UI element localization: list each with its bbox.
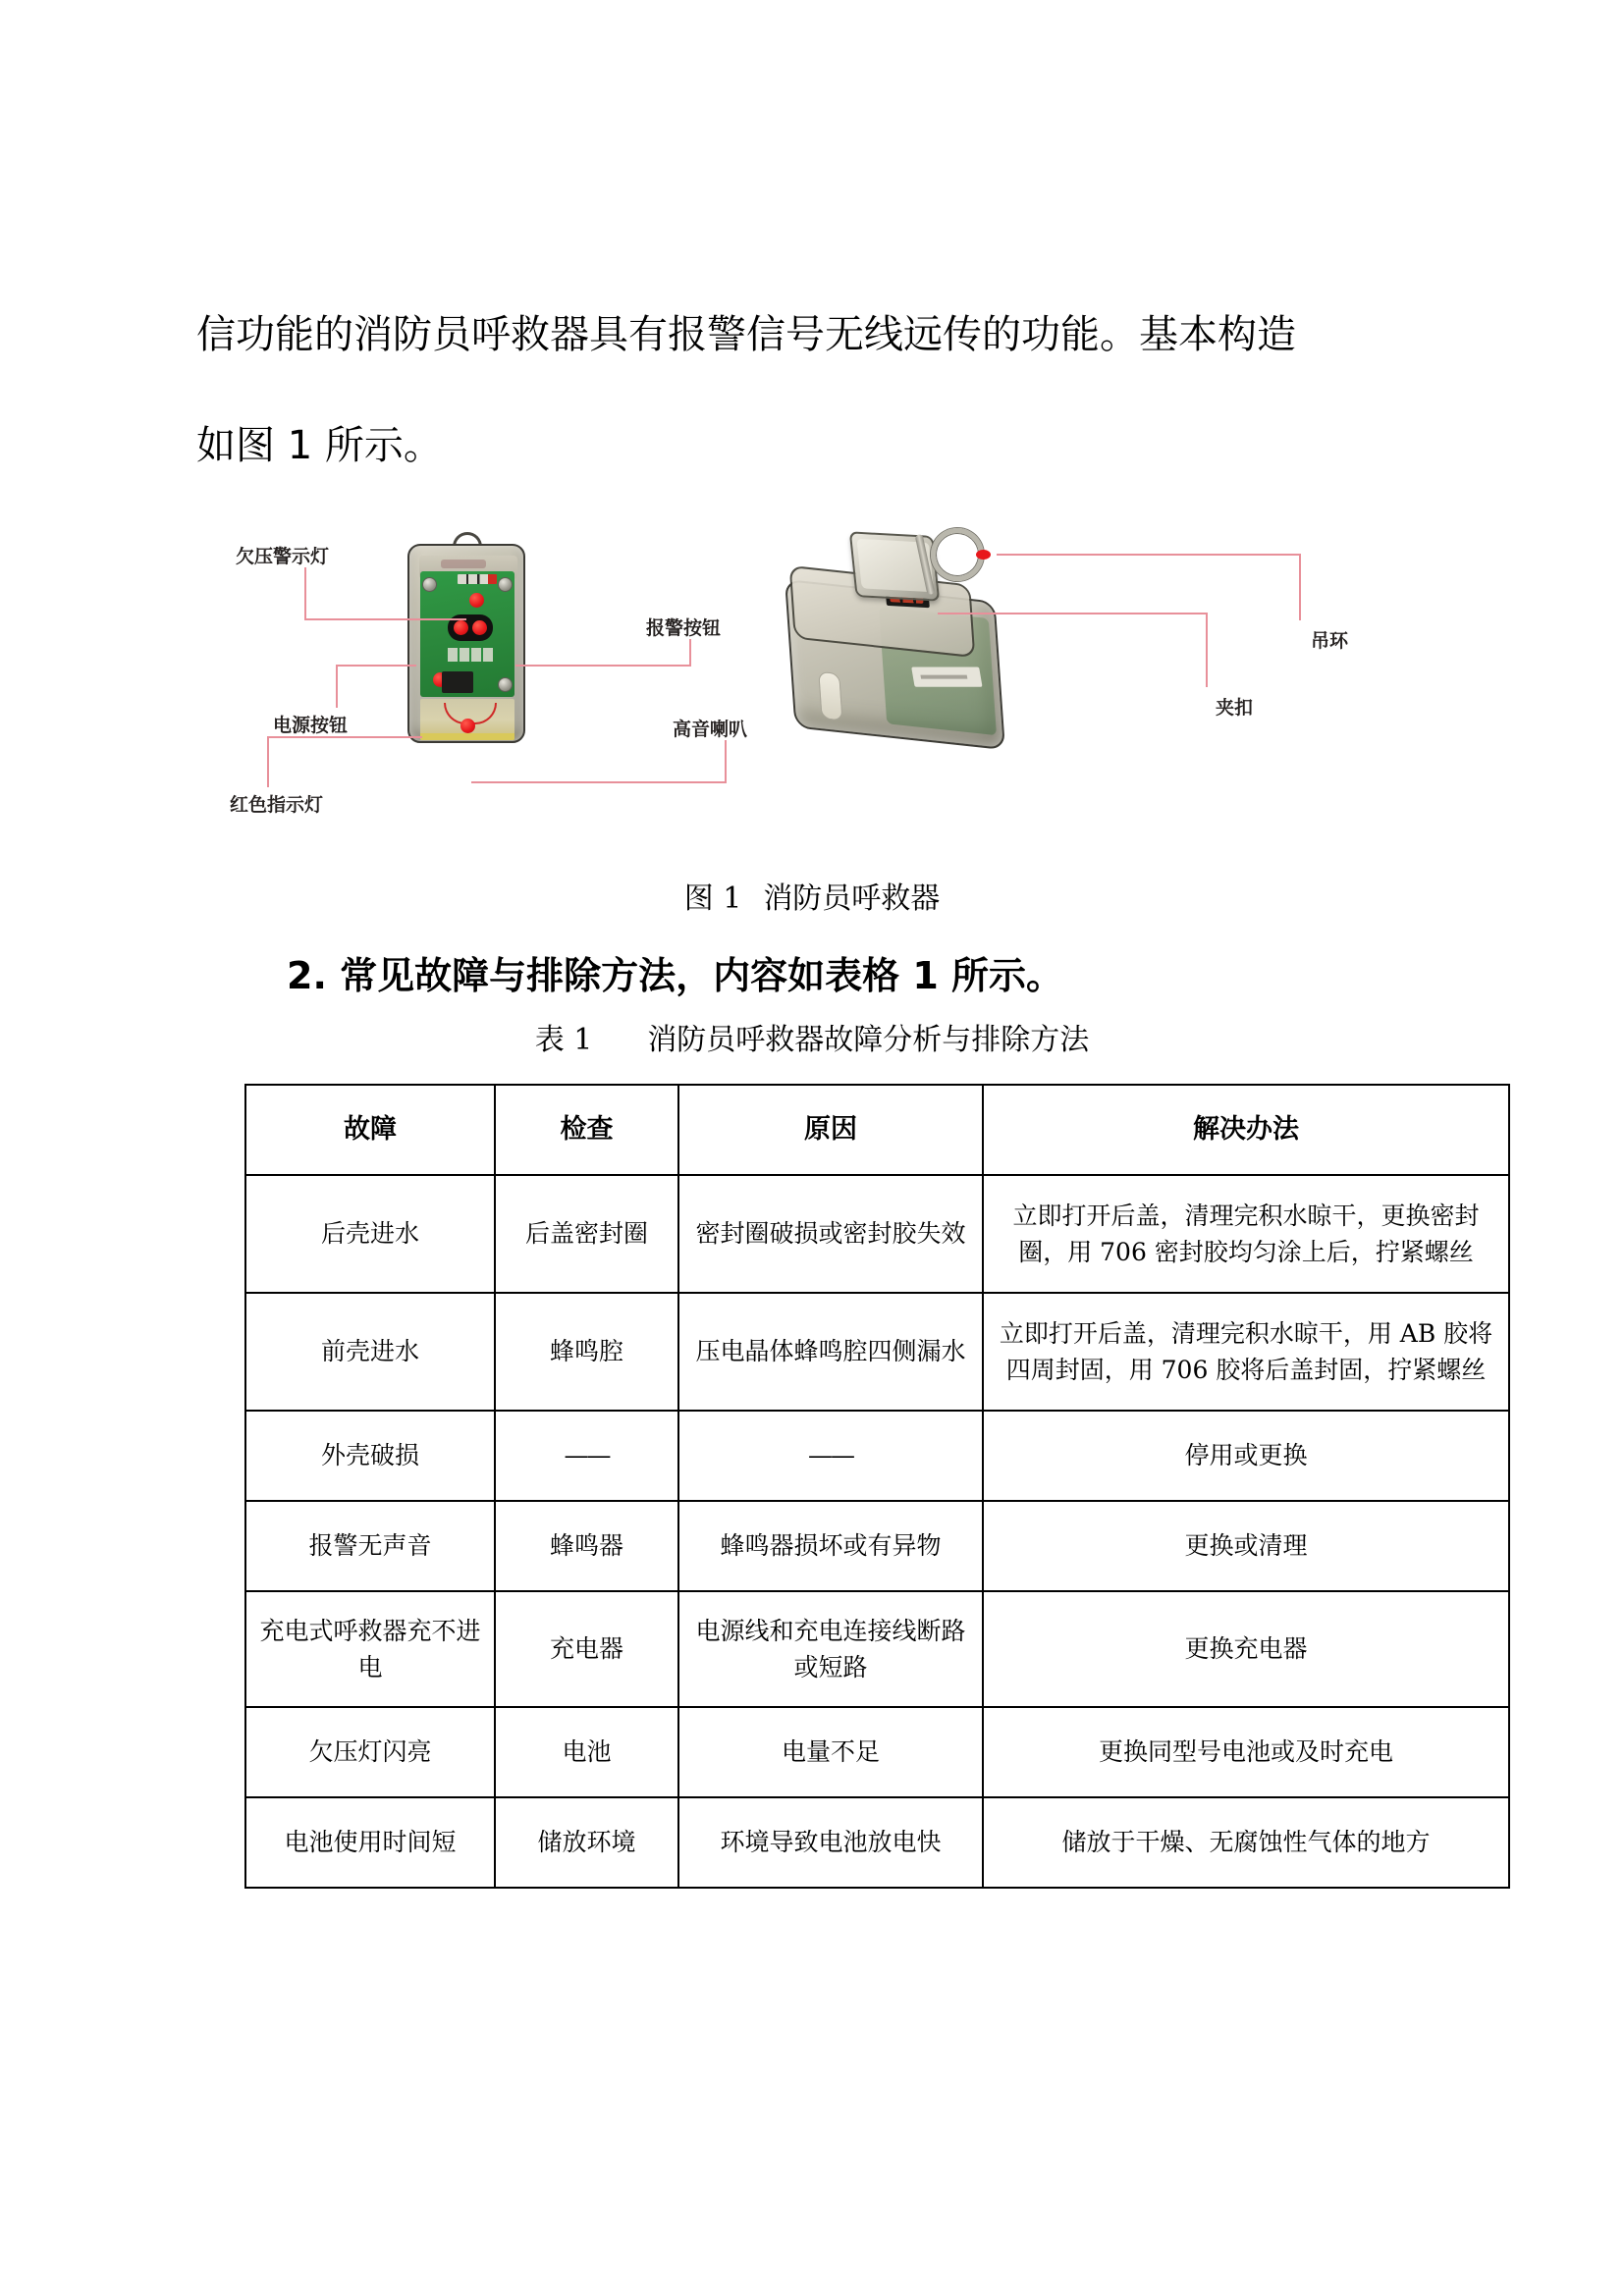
leader-line-speaker-h: [471, 781, 727, 783]
cell-cause: 电源线和充电连接线断路或短路: [678, 1591, 983, 1707]
device-label-plate: [911, 667, 982, 686]
cell-cause: 压电晶体蜂鸣腔四侧漏水: [678, 1293, 983, 1411]
callout-power-button: 电源按钮: [273, 715, 349, 736]
cell-check: 储放环境: [495, 1797, 678, 1888]
cell-check: 电池: [495, 1707, 678, 1797]
table-row: [245, 1501, 1509, 1591]
table-row: [245, 1797, 1509, 1888]
table-row: [245, 1707, 1509, 1797]
leader-line-speaker-v: [725, 740, 727, 783]
table-caption: [0, 1015, 1624, 1058]
table-header-row: [245, 1085, 1509, 1175]
undervoltage-led: [469, 593, 484, 608]
device-front-view: [407, 532, 525, 743]
cell-fault: 前壳进水: [245, 1293, 495, 1411]
callout-alarm-button: 报警按钮: [646, 617, 722, 639]
device-case-front: [407, 544, 525, 743]
cell-fault: 报警无声音: [245, 1501, 495, 1591]
device-angled-view: [784, 524, 1044, 770]
figure-caption-number: 图 1: [683, 881, 742, 916]
callout-red-indicator: 红色指示灯: [230, 794, 324, 816]
section-heading: 2. 常见故障与排除方法，内容如表格 1 所示。: [287, 954, 1064, 997]
cell-cause: 电量不足: [678, 1707, 983, 1797]
leader-line-red-v: [267, 736, 269, 787]
fault-table-wrapper: [244, 1084, 1508, 1889]
black-chip: [442, 671, 473, 693]
speaker-dot: [460, 719, 475, 733]
callout-hanging-ring: 吊环: [1311, 630, 1349, 652]
leader-line-ring-v: [1299, 554, 1301, 620]
cell-fault: 充电式呼救器充不进电: [245, 1591, 495, 1707]
cell-fault: 后壳进水: [245, 1175, 495, 1293]
cell-cause: 环境导致电池放电快: [678, 1797, 983, 1888]
leader-line-alarm-h: [515, 665, 691, 667]
chip-row: [458, 574, 497, 584]
leader-line-undervoltage-v: [304, 567, 306, 620]
screw-icon: [498, 677, 513, 692]
leader-line-power-v: [336, 665, 338, 708]
cell-cause: 密封圈破损或密封胶失效: [678, 1175, 983, 1293]
cell-check: 后盖密封圈: [495, 1175, 678, 1293]
table-row: [245, 1293, 1509, 1411]
table-caption-number: 表 1: [534, 1023, 593, 1057]
screw-icon: [498, 577, 513, 592]
device-side-groove: [818, 671, 842, 721]
figure-1-image: [226, 510, 1404, 864]
screw-icon: [422, 577, 437, 592]
cell-solution: 更换充电器: [983, 1591, 1509, 1707]
figure-caption: [0, 874, 1624, 917]
figure-caption-title: 消防员呼救器: [763, 881, 941, 916]
table-row: [245, 1591, 1509, 1707]
leader-line-alarm-v: [689, 639, 691, 667]
alarm-button-dot: [472, 620, 487, 635]
column-header-cause: 原因: [678, 1085, 983, 1175]
table-caption-title: 消防员呼救器故障分析与排除方法: [647, 1023, 1090, 1057]
cell-check: 蜂鸣器: [495, 1501, 678, 1591]
callout-undervoltage-lamp: 欠压警示灯: [236, 546, 330, 567]
cell-fault: 电池使用时间短: [245, 1797, 495, 1888]
cell-solution: 立即打开后盖，清理完积水晾干，用 AB 胶将四周封固，用 706 胶将后盖封固，拧紧螺丝: [983, 1293, 1509, 1411]
power-button-dot: [454, 620, 468, 635]
column-header-check: 检查: [495, 1085, 678, 1175]
leader-line-undervoltage-h: [304, 618, 466, 620]
cell-cause: ——: [678, 1411, 983, 1501]
cell-check: 蜂鸣腔: [495, 1293, 678, 1411]
leader-line-ring-h: [997, 554, 1301, 556]
column-header-solution: 解决办法: [983, 1085, 1509, 1175]
cell-solution: 停用或更换: [983, 1411, 1509, 1501]
table-row: [245, 1175, 1509, 1293]
intro-line-1: 信功能的消防员呼救器具有报警信号无线远传的功能。基本构造: [196, 312, 1296, 357]
cell-solution: 储放于干燥、无腐蚀性气体的地方: [983, 1797, 1509, 1888]
leader-line-clip-v: [1206, 613, 1208, 687]
column-header-fault: 故障: [245, 1085, 495, 1175]
cell-fault: 欠压灯闪亮: [245, 1707, 495, 1797]
hanging-ring-marker-dot: [976, 550, 991, 560]
intro-line-2: 如图 1 所示。: [196, 423, 443, 468]
fault-table: [244, 1084, 1510, 1889]
leader-line-clip-h: [938, 613, 1208, 614]
cell-fault: 外壳破损: [245, 1411, 495, 1501]
cell-check: 充电器: [495, 1591, 678, 1707]
cell-solution: 立即打开后盖，清理完积水晾干，更换密封圈，用 706 密封胶均匀涂上后，拧紧螺丝: [983, 1175, 1509, 1293]
cell-solution: 更换或清理: [983, 1501, 1509, 1591]
smd-component-row: [448, 648, 493, 662]
intro-paragraph: [196, 280, 1473, 502]
leader-line-power-h: [336, 665, 416, 667]
cell-cause: 蜂鸣器损坏或有异物: [678, 1501, 983, 1591]
table-row: [245, 1411, 1509, 1501]
cell-check: ——: [495, 1411, 678, 1501]
leader-line-red-h: [267, 736, 422, 738]
cell-solution: 更换同型号电池或及时充电: [983, 1707, 1509, 1797]
device-pcb: [420, 571, 514, 697]
callout-speaker: 高音喇叭: [673, 719, 748, 740]
callout-clip-buckle: 夹扣: [1216, 697, 1254, 719]
